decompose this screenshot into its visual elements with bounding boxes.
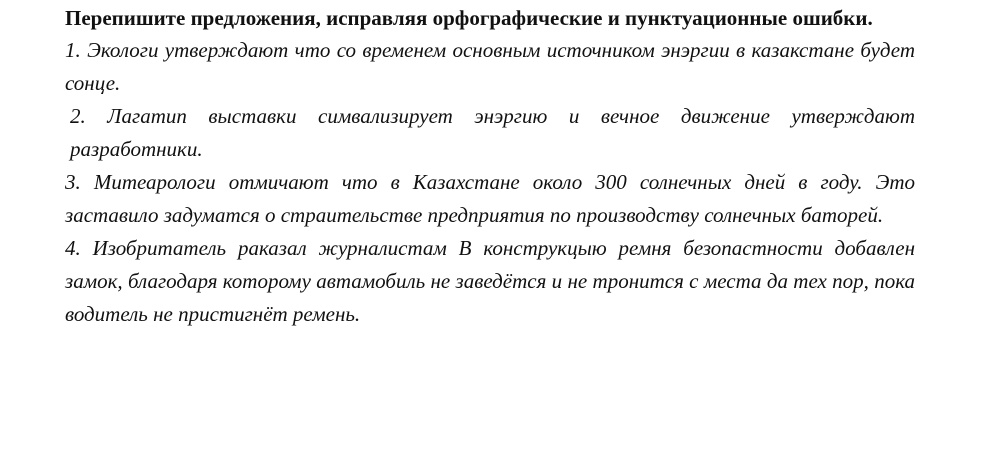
task-heading: Перепишите предложения, исправляя орфографические и пунктуационные ошибки. <box>65 6 873 30</box>
sentence-1: 1. Экологи утверждают что со временем основным источником энэргии в казакстане будет сонце. <box>65 38 915 95</box>
exercise-page <box>65 6 915 331</box>
sentence-4: 4. Изобритатель раказал журналистам В конструкцыю ремня безопастности добавлен замок, благодаря которому автамобиль не заведётся и не тронится с места да тех пор, пока водитель не пристигнёт ремень. <box>65 236 915 326</box>
sentence-3: 3. Митеарологи отмичают что в Казахстане около 300 солнечных дней в году. Это заставило задуматся о страительстве предприятия по производству солнечных баторей. <box>65 170 915 227</box>
sentence-2: 2. Лагатип выставки симвализирует энэргию и вечное движение утверждают разработники. <box>70 104 915 161</box>
